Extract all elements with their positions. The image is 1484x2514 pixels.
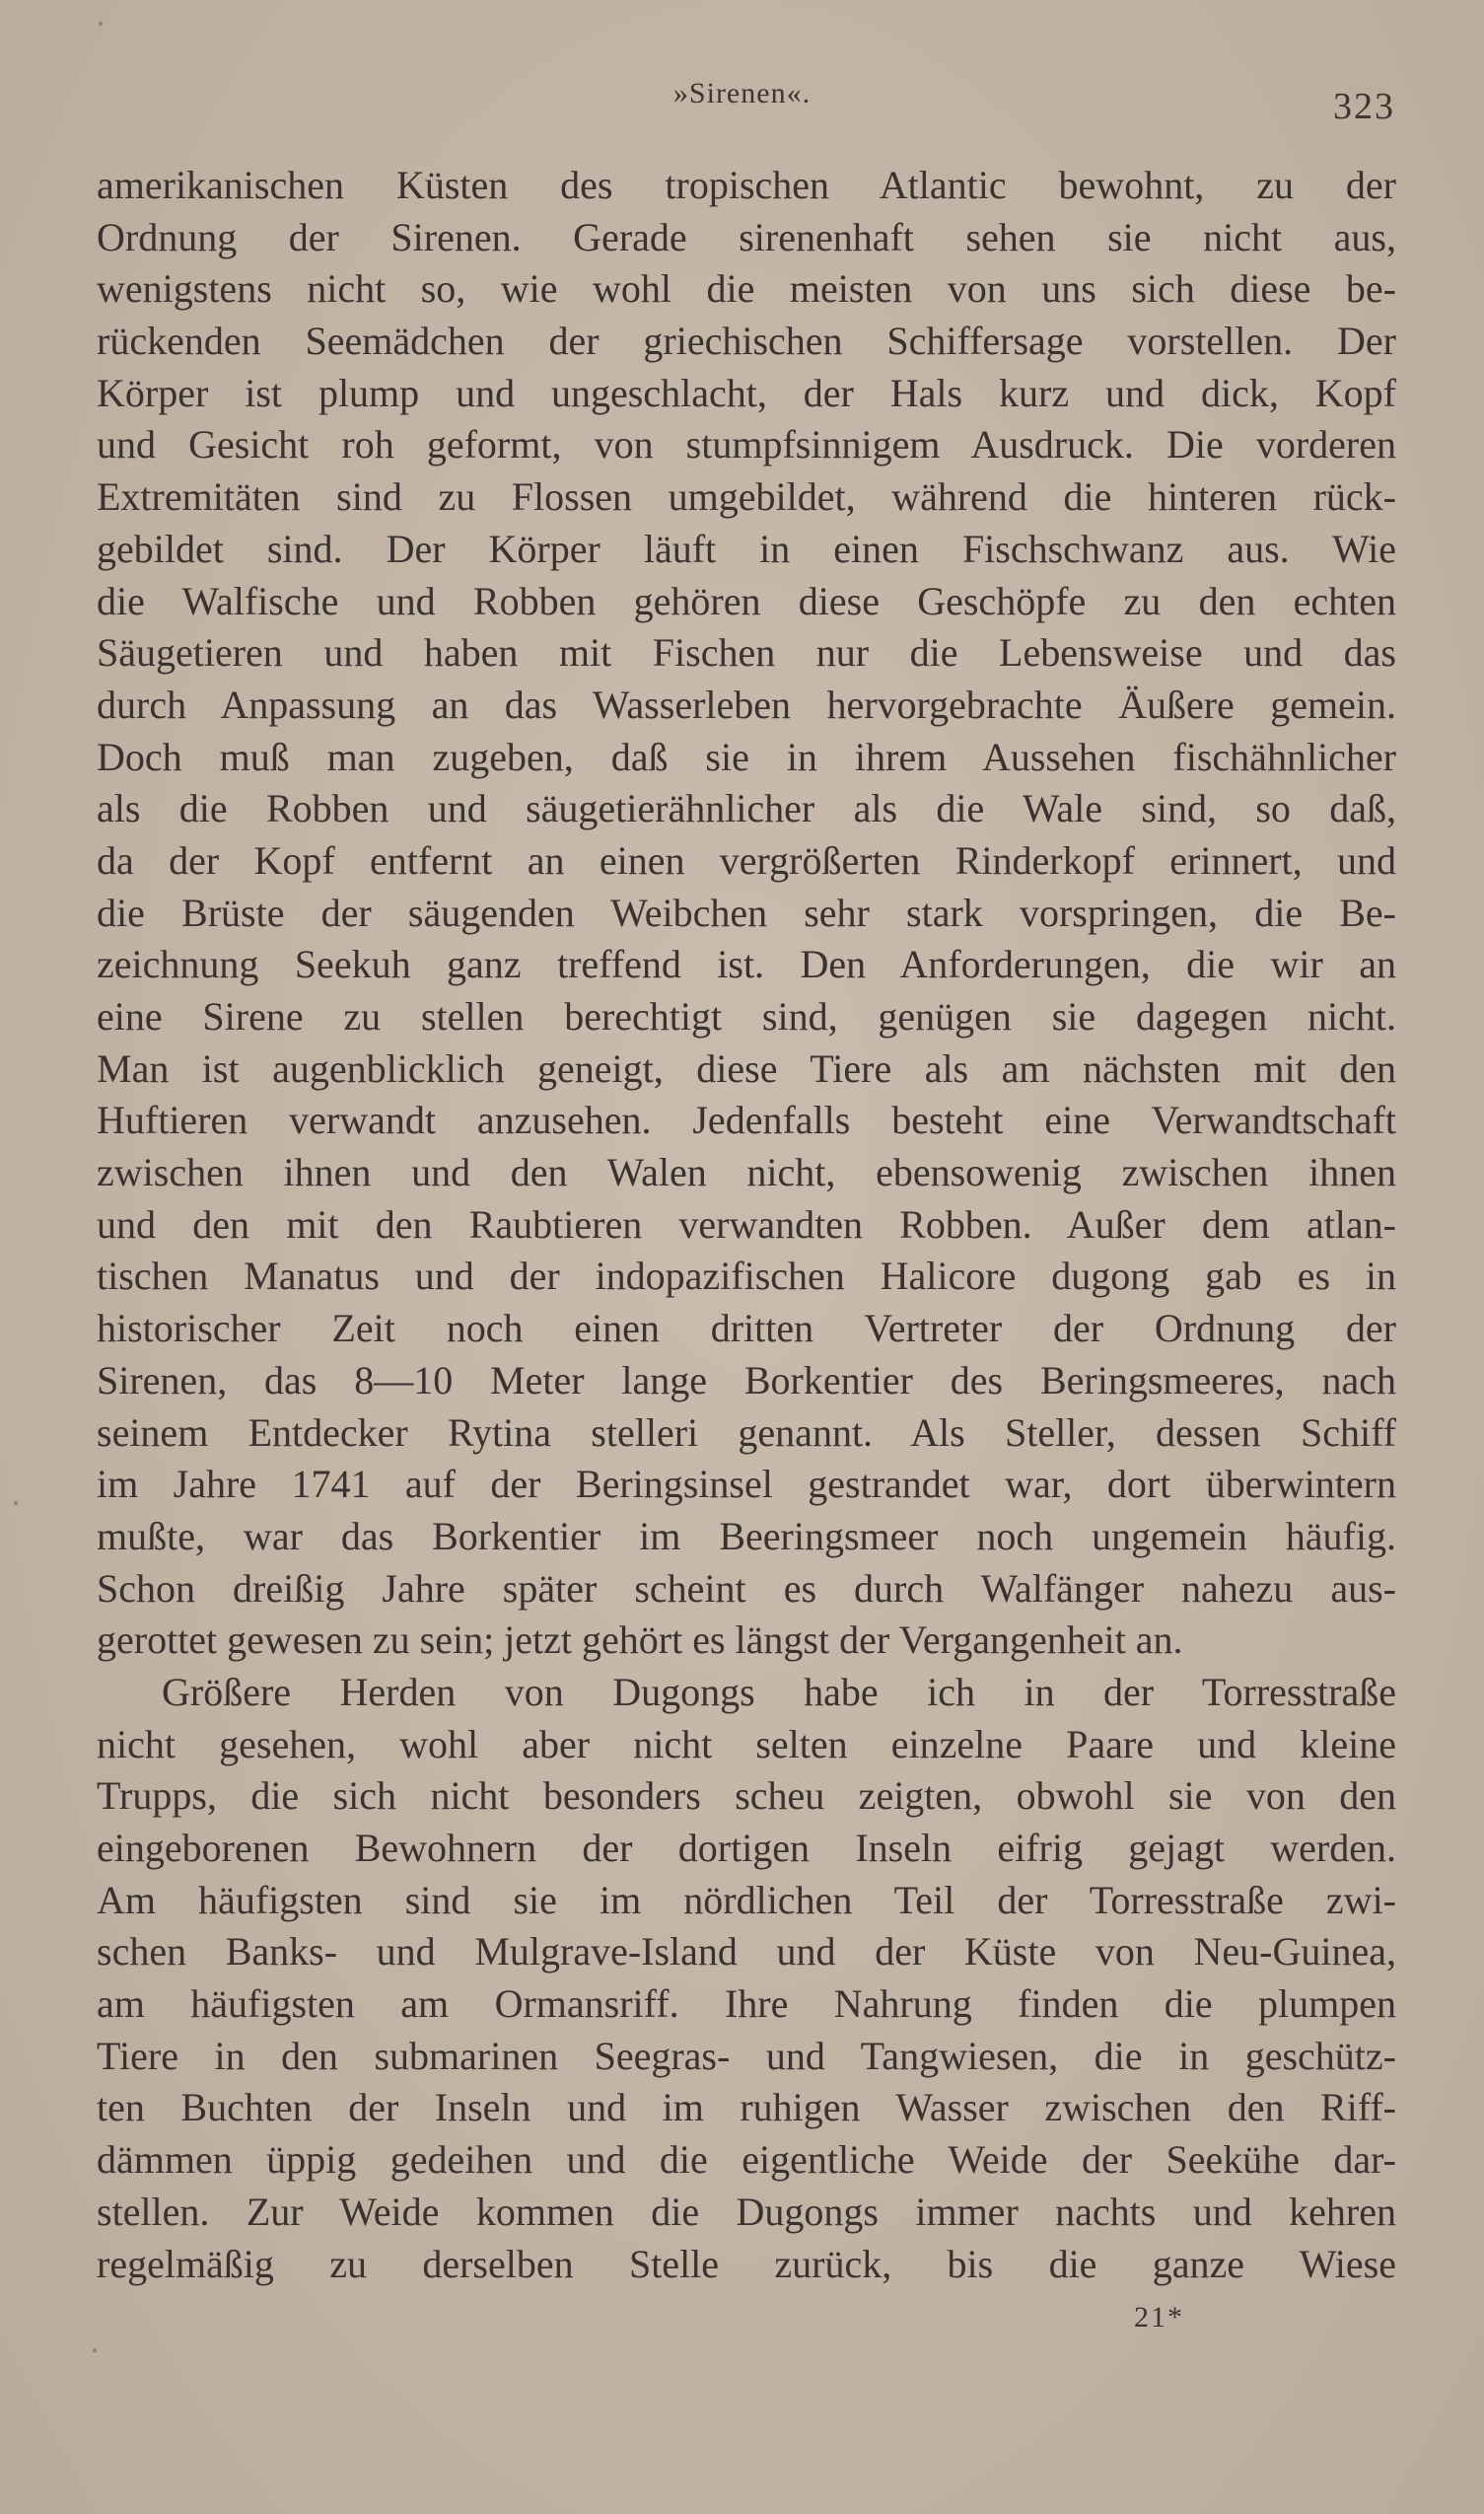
text-line: amerikanischen Küsten des tropischen Atlantic bewohnt, zu der <box>97 163 1396 207</box>
text-line: Tiere in den submarinen Seegras- und Tangwiesen, die in geschütz- <box>97 2033 1396 2078</box>
text-line: nicht gesehen, wohl aber nicht selten einzelne Paare und kleine <box>97 1721 1396 1766</box>
paper-speck <box>14 1501 18 1505</box>
text-line: eine Sirene zu stellen berechtigt sind, genügen sie dagegen nicht. <box>97 994 1396 1039</box>
text-line: Sirenen, das 8—10 Meter lange Borkentier des Beringsmeeres, nach <box>97 1357 1396 1402</box>
body-text <box>97 160 1396 2290</box>
text-line: Ordnung der Sirenen. Gerade sirenenhaft sehen sie nicht aus, <box>97 214 1396 259</box>
text-line: Doch muß man zugeben, daß sie in ihrem Aussehen fischähnlicher <box>97 734 1396 779</box>
paragraph-1 <box>97 160 1396 1667</box>
text-line: tischen Manatus und der indopazifischen Halicore dugong gab es in <box>97 1254 1396 1299</box>
text-line: Huftieren verwandt anzusehen. Jedenfalls besteht eine Verwandtschaft <box>97 1098 1396 1143</box>
running-title: »Sirenen«. <box>672 77 812 109</box>
text-line: und den mit den Raubtieren verwandten Robben. Außer dem atlan- <box>97 1201 1396 1247</box>
text-line: rückenden Seemädchen der griechischen Schiffersage vorstellen. Der <box>97 319 1396 364</box>
text-line: die Brüste der säugenden Weibchen sehr stark vorspringen, die Be- <box>97 890 1396 935</box>
paragraph-2 <box>97 1667 1396 2290</box>
text-line: gebildet sind. Der Körper läuft in einen Fischschwanz aus. Wie <box>97 526 1396 571</box>
paper-speck <box>99 22 103 26</box>
text-line: gerottet gewesen zu sein; jetzt gehört es längst der Vergangenheit an. <box>97 1617 1183 1663</box>
text-line: Am häufigsten sind sie im nördlichen Teil der Torresstraße zwi- <box>97 1877 1396 1922</box>
text-line: im Jahre 1741 auf der Beringsinsel gestrandet war, dort überwintern <box>97 1462 1396 1507</box>
text-line: da der Kopf entfernt an einen vergrößerten Rinderkopf erinnert, und <box>97 837 1396 883</box>
signature-mark: 21* <box>1134 2301 1184 2334</box>
text-line: seinem Entdecker Rytina stelleri genannt. Als Steller, dessen Schiff <box>97 1409 1396 1455</box>
text-line: eingeborenen Bewohnern der dortigen Inseln eifrig gejagt werden. <box>97 1826 1396 1870</box>
text-line: zeichnung Seekuh ganz treffend ist. Den Anforderungen, die wir an <box>97 942 1396 987</box>
text-line: die Walfische und Robben gehören diese Geschöpfe zu den echten <box>97 578 1396 623</box>
paper-speck <box>93 2348 97 2352</box>
text-line: ten Buchten der Inseln und im ruhigen Wasser zwischen den Riff- <box>97 2085 1396 2130</box>
text-line: am häufigsten am Ormansriff. Ihre Nahrung finden die plumpen <box>97 1981 1396 2027</box>
text-line: durch Anpassung an das Wasserleben hervorgebrachte Äußere gemein. <box>97 682 1396 727</box>
text-line: Man ist augenblicklich geneigt, diese Tiere als am nächsten mit den <box>97 1045 1396 1091</box>
text-line: Körper ist plump und ungeschlacht, der Hals kurz und dick, Kopf <box>97 370 1396 415</box>
text-line: wenigstens nicht so, wie wohl die meisten von uns sich diese be- <box>97 266 1396 312</box>
text-line: Trupps, die sich nicht besonders scheu zeigten, obwohl sie von den <box>97 1773 1396 1819</box>
text-line: stellen. Zur Weide kommen die Dugongs immer nachts und kehren <box>97 2189 1396 2234</box>
text-line: dämmen üppig gedeihen und die eigentliche Weide der Seekühe dar- <box>97 2137 1396 2183</box>
text-line: zwischen ihnen und den Walen nicht, ebensowenig zwischen ihnen <box>97 1150 1396 1195</box>
text-line: und Gesicht roh geformt, von stumpfsinnigem Ausdruck. Die vorderen <box>97 422 1396 467</box>
text-line: als die Robben und säugetierähnlicher als die Wale sind, so daß, <box>97 786 1396 831</box>
text-line: mußte, war das Borkentier im Beeringsmeer noch ungemein häufig. <box>97 1513 1396 1558</box>
text-line: Säugetieren und haben mit Fischen nur die Lebensweise und das <box>97 630 1396 676</box>
text-line: Extremitäten sind zu Flossen umgebildet, während die hinteren rück- <box>97 474 1396 520</box>
text-line: Schon dreißig Jahre später scheint es durch Walfänger nahezu aus- <box>97 1565 1396 1611</box>
text-line: Größere Herden von Dugongs habe ich in der Torresstraße <box>162 1669 1396 1714</box>
text-line: regelmäßig zu derselben Stelle zurück, bis die ganze Wiese <box>97 2241 1396 2286</box>
text-line: historischer Zeit noch einen dritten Vertreter der Ordnung der <box>97 1306 1396 1351</box>
page-number: 323 <box>1333 86 1395 127</box>
text-line: schen Banks- und Mulgrave-Island und der Küste von Neu-Guinea, <box>97 1929 1396 1975</box>
